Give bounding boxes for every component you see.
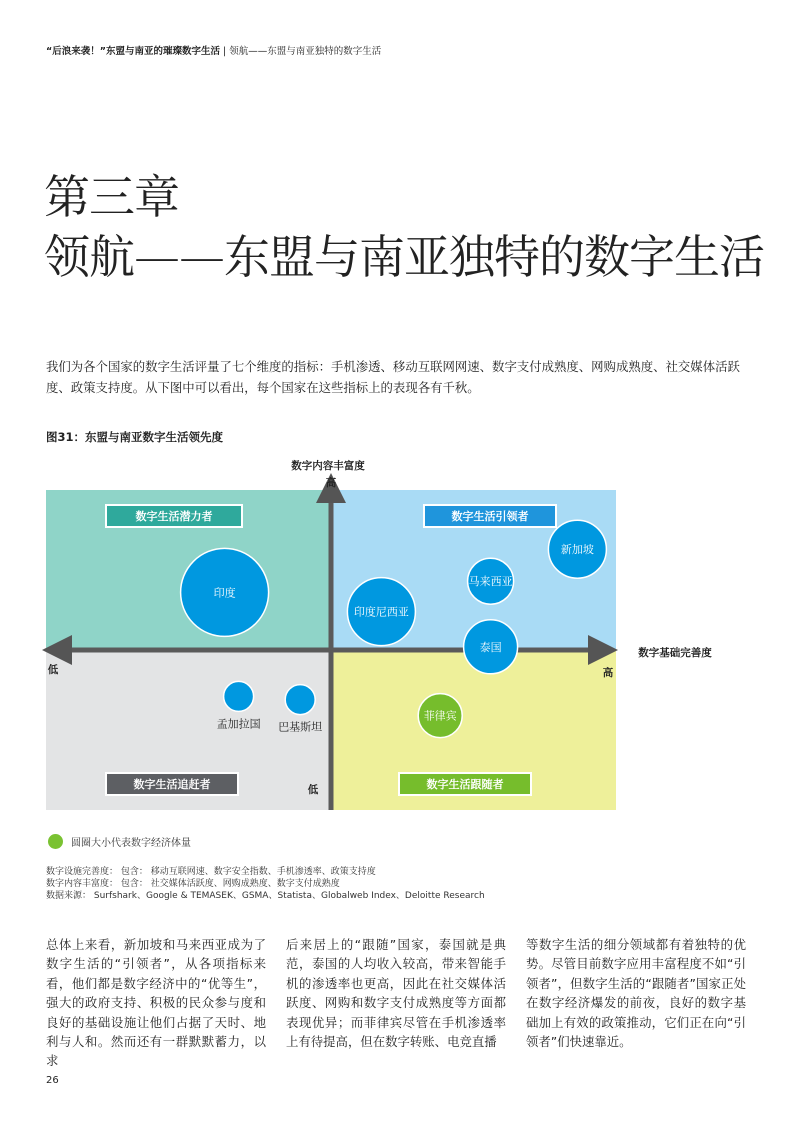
bubble-label: 孟加拉国	[216, 717, 261, 731]
note-line: 数字设施完善度： 包含： 移动互联网速、数字安全指数、手机渗透率、政策支持度	[46, 867, 376, 877]
bubble-label: 印度尼西亚	[353, 605, 409, 619]
page-number: 26	[46, 1075, 59, 1086]
running-header-separator: |	[220, 46, 230, 57]
bubble-label: 印度	[213, 586, 236, 600]
bubble-label: 新加坡	[560, 543, 594, 557]
quadrant-label: 数字生活跟随者	[426, 778, 504, 791]
y-axis-low-label: 低	[307, 784, 319, 796]
figure-notes	[46, 866, 485, 902]
legend-text: 圆圈大小代表数字经济体量	[71, 838, 191, 849]
body-column-2: 后来居上的“跟随”国家，泰国就是典范，泰国的人均收入较高，带来智能手机的渗透率也更高，因此在社交媒体活跃度、网购和数字支付成熟度等方面都表现优异；而菲律宾尽管在手机渗透率上有待提高，但在数字转账、电竞直播	[286, 937, 506, 1050]
leadership-matrix-chart	[0, 455, 793, 815]
chapter-heading	[44, 168, 764, 288]
figure-title: 图31：东盟与南亚数字生活领先度	[46, 430, 224, 444]
bubble-label: 马来西亚	[468, 575, 513, 589]
quadrant-label: 数字生活追赶者	[133, 778, 211, 791]
quadrant-label: 数字生活潜力者	[135, 510, 213, 523]
intro-paragraph: 我们为各个国家的数字生活评量了七个维度的指标：手机渗透、移动互联网网速、数字支付成熟度、网购成熟度、社交媒体活跃度、政策支持度。从下图中可以看出，每个国家在这些指标上的表现各有千秋。	[46, 359, 740, 395]
body-column-3: 等数字生活的细分领域都有着独特的优势。尽管目前数字应用丰富程度不如“引领者”，但数字生活的“跟随者”国家正处在数字经济爆发的前夜，良好的数字基础加上有效的政策推动，它们正在向“引领者”们快速靠近。	[526, 937, 746, 1050]
x-axis-label: 数字基础完善度	[638, 647, 712, 659]
x-axis-low-label: 低	[47, 664, 59, 676]
y-axis-label: 数字内容丰富度	[291, 460, 365, 472]
body-column-1: 总体上来看，新加坡和马来西亚成为了数字生活的“引领者”，从各项指标来看，他们都是数字经济中的“优等生”，强大的政府支持、积极的民众参与度和良好的基础设施让他们占据了天时、地利与人和。然而还有一群默默蓄力，以求	[46, 937, 266, 1069]
running-header-section: 领航——东盟与南亚独特的数字生活	[229, 46, 382, 57]
running-header-bold: “后浪来袭！”东盟与南亚的璀璨数字生活	[46, 46, 220, 57]
bubble-label: 泰国	[479, 640, 502, 654]
chapter-number: 第三章	[44, 170, 179, 224]
bubble-label: 菲律宾	[423, 709, 457, 723]
quadrant-label: 数字生活引领者	[451, 510, 529, 523]
bubble-legend	[48, 834, 191, 849]
legend-circle-icon	[48, 834, 63, 849]
bubble-point	[224, 681, 254, 711]
bubble-label: 巴基斯坦	[278, 720, 323, 734]
running-header	[46, 43, 381, 57]
chapter-title: 领航——东盟与南亚独特的数字生活	[44, 229, 764, 284]
note-line: 数据来源： Surfshark、Google & TEMASEK、GSMA、Statista、Globalweb Index、Deloitte Research	[46, 891, 485, 901]
x-axis-high-label: 高	[602, 667, 614, 679]
note-line: 数字内容丰富度： 包含： 社交媒体活跃度、网购成熟度、数字支付成熟度	[46, 879, 340, 889]
bubble-point	[285, 685, 315, 715]
y-axis-high-label: 高	[325, 477, 337, 489]
